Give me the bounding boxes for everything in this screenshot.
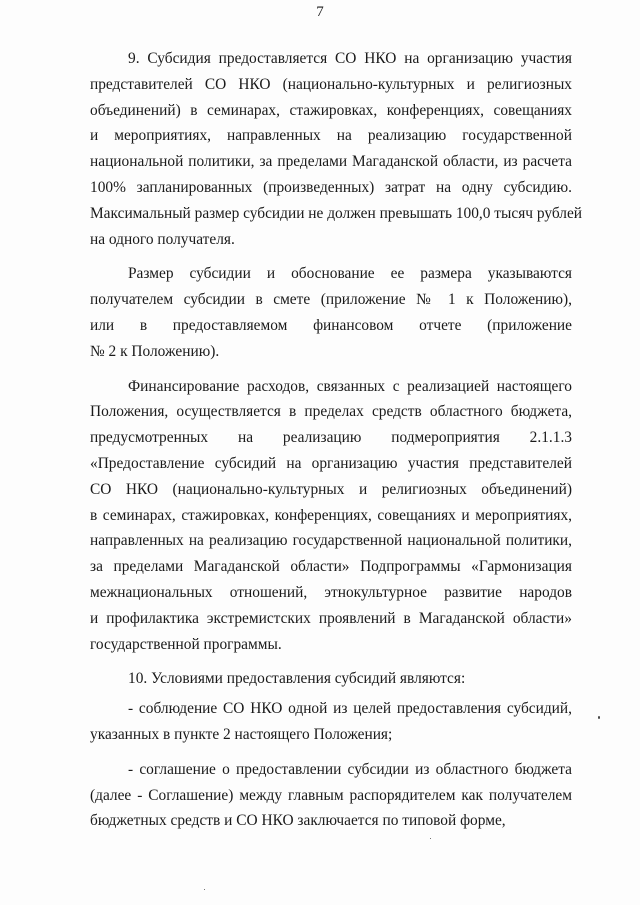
paragraph-gap bbox=[90, 748, 572, 757]
text-line: в семинарах, стажировках, конференциях, совещаниях и мероприятиях, bbox=[90, 506, 572, 524]
text-line: 100% запланированных (произведенных) затрат на одну субсидию. bbox=[90, 178, 572, 196]
text-line: объединений) в семинарах, стажировках, конференциях, совещаниях bbox=[90, 101, 572, 119]
paragraph-p10-b bbox=[90, 757, 572, 834]
text-line: Положения, осуществляется в пределах средств областного бюджета, bbox=[90, 403, 572, 421]
paragraph-p-size bbox=[90, 261, 572, 364]
scan-speck bbox=[598, 716, 600, 719]
text-line: на одного получателя. bbox=[90, 230, 235, 248]
text-line: Максимальный размер субсидии не должен превышать 100,0 тысяч рублей bbox=[90, 204, 583, 222]
text-line: и мероприятиях, направленных на реализацию государственной bbox=[90, 127, 572, 145]
paragraph-p10 bbox=[90, 666, 572, 692]
paragraph-gap bbox=[90, 252, 572, 261]
text-line: предусмотренных на реализацию подмероприятия 2.1.1.3 bbox=[90, 429, 572, 447]
text-line: - соглашение о предоставлении субсидии из областного бюджета bbox=[128, 760, 572, 778]
scan-speck bbox=[430, 838, 431, 839]
page-number: 7 bbox=[316, 4, 324, 20]
text-line: государственной программы. bbox=[90, 635, 282, 653]
text-line: или в предоставляемом финансовом отчете (приложение bbox=[90, 316, 572, 334]
text-line: СО НКО (национально-культурных и религиозных объединений) bbox=[90, 480, 572, 498]
text-line: 10. Условиями предоставления субсидий являются: bbox=[128, 670, 466, 688]
paragraph-p-financing bbox=[90, 374, 572, 658]
text-line: 9. Субсидия предоставляется СО НКО на организацию участия bbox=[128, 50, 572, 67]
text-line: - соблюдение СО НКО одной из целей предоставления субсидий, bbox=[128, 700, 572, 718]
document-body bbox=[90, 46, 583, 834]
text-line: Размер субсидии и обоснование ее размера указываются bbox=[128, 265, 572, 283]
text-line: Финансирование расходов, связанных с реализацией настоящего bbox=[128, 377, 572, 395]
text-line: получателем субсидии в смете (приложение № 1 к Положению), bbox=[90, 291, 572, 309]
text-line: бюджетных средств и СО НКО заключается по типовой форме, bbox=[90, 812, 506, 830]
text-line: направленных на реализацию государственной национальной политики, bbox=[90, 532, 572, 550]
text-line: «Предоставление субсидий на организацию участия представителей bbox=[90, 454, 572, 472]
scan-speck bbox=[204, 889, 205, 890]
text-line: указанных в пункте 2 настоящего Положения; bbox=[90, 725, 393, 743]
text-line: национальной политики, за пределами Магаданской области, из расчета bbox=[90, 153, 572, 171]
paragraph-p9 bbox=[90, 46, 583, 252]
text-line: (далее - Соглашение) между главным распорядителем как получателем bbox=[90, 786, 572, 804]
paragraph-gap bbox=[90, 657, 572, 666]
text-line: за пределами Магаданской области» Подпрограммы «Гармонизация bbox=[90, 558, 572, 576]
text-line: и профилактика экстремистских проявлений в Магаданской области» bbox=[90, 609, 572, 627]
paragraph-gap bbox=[90, 365, 572, 374]
text-line: межнациональных отношений, этнокультурное развитие народов bbox=[90, 583, 572, 601]
paragraph-p10-a bbox=[90, 696, 572, 748]
text-line: № 2 к Положению). bbox=[90, 342, 220, 360]
text-line: представителей СО НКО (национально-культурных и религиозных bbox=[90, 75, 572, 93]
